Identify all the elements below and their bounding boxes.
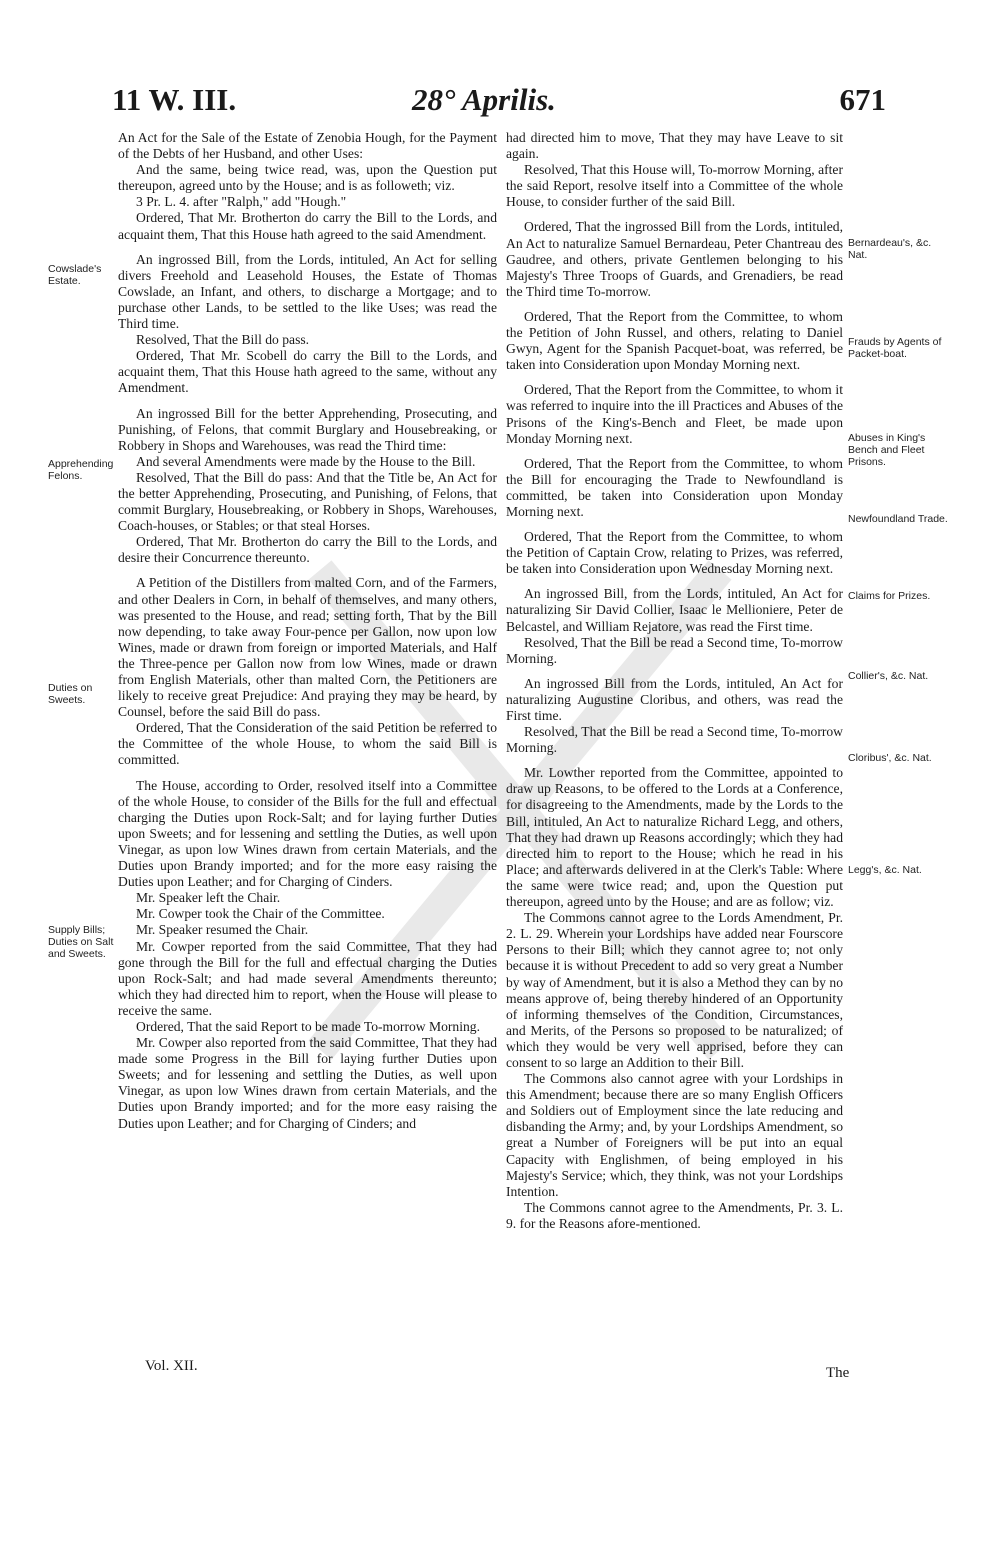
paragraph: Mr. Speaker resumed the Chair. <box>136 922 309 938</box>
paragraph: The Commons cannot agree to the Lords Amendment, Pr. 2. L. 29. Wherein your Lordships have added near Fourscore Persons to their Bill; which they cannot agree to; not only because it is without Precedent to add so very great a Number by way of Amendment, but it is also a Method they can by no means approve of, being thereby hindered of an Opportunity of informing themselves of the Condition, Circumstances, and Merits, of the Persons so proposed to be naturalized; of which they would be very well apprised, before they can consent to so large an Addition to their Bill. <box>506 910 843 1070</box>
paragraph: Mr. Cowper also reported from the said Committee, That they had made some Progress in the Bill for laying further Duties upon Sweets; and for lessening and settling the Duties, as well upon Vinegar, as upon low Wines drawn from certain Materials, and the Duties upon Brandy imported; and for the more easy raising the Duties upon Leather; and for Charging of Cinders; and <box>118 1035 497 1131</box>
paragraph: had directed him to move, That they may have Leave to sit again. <box>506 130 843 162</box>
margin-note: Bernardeau's, &c. Nat. <box>848 237 932 261</box>
paragraph: Mr. Cowper took the Chair of the Committee. <box>136 906 385 922</box>
paragraph: Ordered, That the Report from the Committee, to whom it was referred to inquire into the ill Practices and Abuses of the Prisons of the King's-Bench and Fleet, be made upon Monday Morning next. <box>506 382 843 446</box>
margin-note: Cloribus', &c. Nat. <box>848 752 932 764</box>
margin-note: Collier's, &c. Nat. <box>848 670 929 682</box>
paragraph: An Act for the Sale of the Estate of Zenobia Hough, for the Payment of the Debts of her Husband, and other Uses: <box>118 130 497 162</box>
margin-note: Frauds by Agents of Packet-boat. <box>848 336 942 360</box>
paragraph: Ordered, That the Report from the Committee, to whom the Bill for encouraging the Trade to Newfoundland is committed, be taken into Consideration upon Monday Morning next. <box>506 455 843 519</box>
margin-note: Duties on Sweets. <box>48 682 93 706</box>
paragraph: Mr. Lowther reported from the Committee, appointed to draw up Reasons, to be offered to the Lords at a Conference, for disagreeing to the Amendments, made by the Lords to the Bill, intituled, An Act to naturalize Richard Legg, and others, That they had drawn up Reasons accordingly; which they had directed him to report to the House; which he read in his Place; and afterwards delivered in at the Clerk's Table: Where the same were twice read; and, upon the Question put thereupon, agreed unto by the House; and are as follow; viz. <box>506 765 843 910</box>
paragraph: Resolved, That this House will, To-morrow Morning, after the said Report, resolve itself into a Committee of the whole House, to consider further of the said Bill. <box>506 162 843 210</box>
regnal-year: 11 W. III. <box>112 82 237 117</box>
margin-note: Newfoundland Trade. <box>848 513 948 525</box>
margin-note: Cowslade's Estate. <box>48 263 102 287</box>
paragraph: The House, according to Order, resolved itself into a Committee of the whole House, to consider of the Bills for the full and effectual charging the Duties upon Rock-Salt; and for laying further Duties upon Sweets; and for lessening and settling the Duties, as well upon Vinegar, as upon low Wines drawn from certain Materials, and the Duties upon Brandy imported; and for the more easy raising the Duties upon Leather; and for Charging of Cinders. <box>118 777 497 890</box>
paragraph: An ingrossed Bill for the better Apprehending, Prosecuting, and Punishing, of Felons, that commit Burglary and Housebreaking, or Robbery in Shops and Warehouses, was read the Third time: <box>118 405 497 453</box>
catchword: The <box>826 1365 850 1381</box>
paragraph: Mr. Cowper reported from the said Committee, That they had gone through the Bill for the full and effectual charging the Duties upon Rock-Salt; and had made several Amendments thereunto; which they had directed him to report, when the House will please to receive the same. <box>118 938 497 1018</box>
paragraph: Ordered, That the said Report to be made To-morrow Morning. <box>136 1018 480 1034</box>
paragraph: Resolved, That the Bill do pass. <box>136 332 310 348</box>
paragraph: 3 Pr. L. 4. after "Ralph," add "Hough." <box>136 194 347 210</box>
margin-note: Supply Bills; Duties on Salt and Sweets. <box>48 924 114 960</box>
paragraph: Mr. Speaker left the Chair. <box>136 890 281 906</box>
date-heading: 28° Aprilis. <box>412 82 556 117</box>
paragraph: Ordered, That Mr. Brotherton do carry the Bill to the Lords, and acquaint them, That this House hath agreed to the said Amendment. <box>118 210 497 242</box>
right-column <box>506 130 843 1232</box>
margin-note: Apprehending Felons. <box>48 458 114 482</box>
paragraph: Ordered, That Mr. Scobell do carry the Bill to the Lords, and acquaint them, That this House hath agreed to the same, without any Amendment. <box>118 348 497 396</box>
paragraph: Ordered, That Mr. Brotherton do carry the Bill to the Lords, and desire their Concurrence thereunto. <box>118 534 497 566</box>
paragraph: An ingrossed Bill from the Lords, intituled, An Act for naturalizing Augustine Cloribus, and others, was read the First time. <box>506 675 843 723</box>
margin-note: Legg's, &c. Nat. <box>848 864 922 876</box>
volume-label: Vol. XII. <box>145 1358 198 1374</box>
left-column <box>118 130 497 1132</box>
paragraph: A Petition of the Distillers from malted Corn, and of the Farmers, and other Dealers in Corn, in behalf of themselves, and many others, was presented to the House, and read; setting forth, That by the Bill now depending, to take away Four-pence per Gallon, now upon low Wines, made or drawn from foreign or imported Materials, and Half the Three-pence per Gallon now from low Wines, made or drawn from English Materials, other than malted Corn, the Petitioners are likely to receive great Prejudice: And praying they may be heard, by Counsel, before the said Bill do pass. <box>118 575 497 720</box>
page-number: 671 <box>839 82 886 117</box>
paragraph: And the same, being twice read, was, upon the Question put thereupon, agreed unto by the House; and is as followeth; viz. <box>118 162 497 194</box>
page-header <box>112 82 886 122</box>
paragraph: An ingrossed Bill, from the Lords, intituled, An Act for naturalizing Sir David Collier, Isaac le Mellioniere, Peter de Belcastel, and William Rejatore, was read the First time. <box>506 586 843 634</box>
paragraph: Resolved, That the Bill do pass: And that the Title be, An Act for the better Apprehending, Prosecuting, and Punishing, of Felons, that commit Burglary, Housebreaking, or Robbery in Shops, Warehouses, Coach-houses, or Stables; or that steal Horses. <box>118 469 497 534</box>
paragraph: The Commons also cannot agree with your Lordships in this Amendment; because there are so many English Officers and Soldiers out of Employment since the late reducing and disbanding the Army; and, by your Lordships Amendment, so great a Number of Foreigners will be put into an equal Capacity with Englishmen, of being employed in his Majesty's Service; which, they think, was not your Lordships Intention. <box>506 1071 843 1199</box>
margin-note: Abuses in King's Bench and Fleet Prisons. <box>848 432 926 468</box>
paragraph: An ingrossed Bill, from the Lords, intituled, An Act for selling divers Freehold and Leasehold Houses, the Estate of Thomas Cowslade, an Infant, and others, to discharge a Mortgage; and to purchase other Lands, to be settled to the like Uses; was read the Third time. <box>118 251 497 332</box>
paragraph: The Commons cannot agree to the Amendments, Pr. 3. L. 9. for the Reasons afore-mentioned. <box>506 1199 843 1231</box>
margin-note: Claims for Prizes. <box>848 590 931 602</box>
paragraph: Ordered, That the Report from the Committee, to whom the Petition of Captain Crow, relating to Prizes, was referred, be taken into Consideration upon Wednesday Morning next. <box>506 529 843 577</box>
paragraph: Ordered, That the Consideration of the said Petition be referred to the Committee of the whole House, to whom the said Bill is committed. <box>118 720 497 768</box>
paragraph: Resolved, That the Bill be read a Second time, To-morrow Morning. <box>506 634 843 666</box>
paragraph: Ordered, That the Report from the Committee, to whom the Petition of John Russel, and others, relating to Daniel Gwyn, Agent for the Spanish Pacquet-boat, was referred, be taken into Consideration upon Monday Morning next. <box>506 308 843 373</box>
paragraph: And several Amendments were made by the House to the Bill. <box>136 453 476 469</box>
paragraph: Ordered, That the ingrossed Bill from the Lords, intituled, An Act to naturalize Samuel Bernardeau, Peter Chantreau des Gaudree, and others, private Gentlemen belonging to his Majesty's Three Troops of Guards, and Grenadiers, be read the Third time To-morrow. <box>506 219 843 299</box>
paragraph: Resolved, That the Bill be read a Second time, To-morrow Morning. <box>506 724 843 756</box>
